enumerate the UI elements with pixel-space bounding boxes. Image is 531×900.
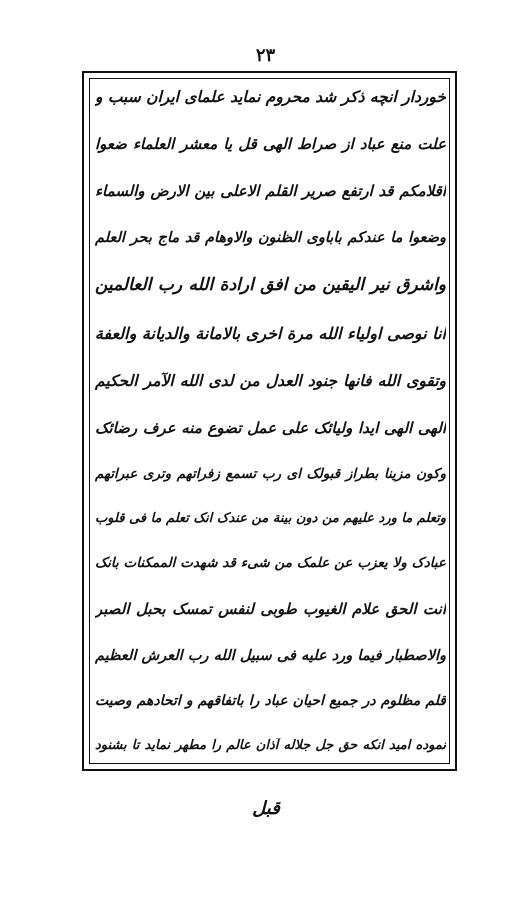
text-line: علت منع عباد از صراط الهی قل یا معشر العلماء ضعوا — [95, 135, 446, 154]
text-line: الهی الهی ایدا ولیائک علی عمل تضوع منه عرف رضائک — [95, 419, 446, 438]
text-line: نموده امید انکه حق جل جلاله آذان عالم را مطهر نماید تا بشنود — [95, 738, 446, 754]
text-line: والاصطبار فیما ورد علیه فی سبیل الله رب العرش العظیم — [95, 646, 446, 664]
text-line: وتقوی الله فانها جنود العدل من لدی الله الآمر الحکیم — [95, 371, 446, 390]
text-line: انا نوصی اولیاء الله مرة اخری بالامانة والدیانة والعفة — [95, 323, 446, 343]
text-line: وکون مزینا بطراز قبولک ای رب تسمع زفراتهم وتری عبراتهم — [95, 465, 446, 482]
text-line: اقلامکم قد ارتفع صریر القلم الاعلی بین الارض والسماء — [95, 182, 446, 201]
text-line: خوردار انچه ذکر شد محروم نماید علمای ایران سبب و — [95, 88, 446, 106]
catchword: قبل — [252, 798, 280, 819]
page-number: ۲۳ — [255, 45, 276, 66]
text-line: وتعلم ما ورد علیهم من دون بینة من عندک انک تعلم ما فی قلوب — [95, 510, 446, 526]
text-line: قلم مظلوم در جمیع احیان عباد را باتفاقهم و اتحادهم وصیت — [95, 692, 446, 709]
text-line: وضعوا ما عندکم باباوی الظنون والاوهام قد ماج بحر العلم — [95, 228, 446, 246]
text-line: عبادک ولا یعزب عن علمک من شیء قد شهدت الممکنات بانک — [95, 555, 446, 572]
manuscript-body-text — [95, 84, 446, 760]
text-line: واشرق نیر الیقین من افق ارادة الله رب العالمین — [95, 274, 446, 295]
text-line: انت الحق علام الغیوب طوبی لنفس تمسک بحبل الصبر — [95, 600, 446, 619]
